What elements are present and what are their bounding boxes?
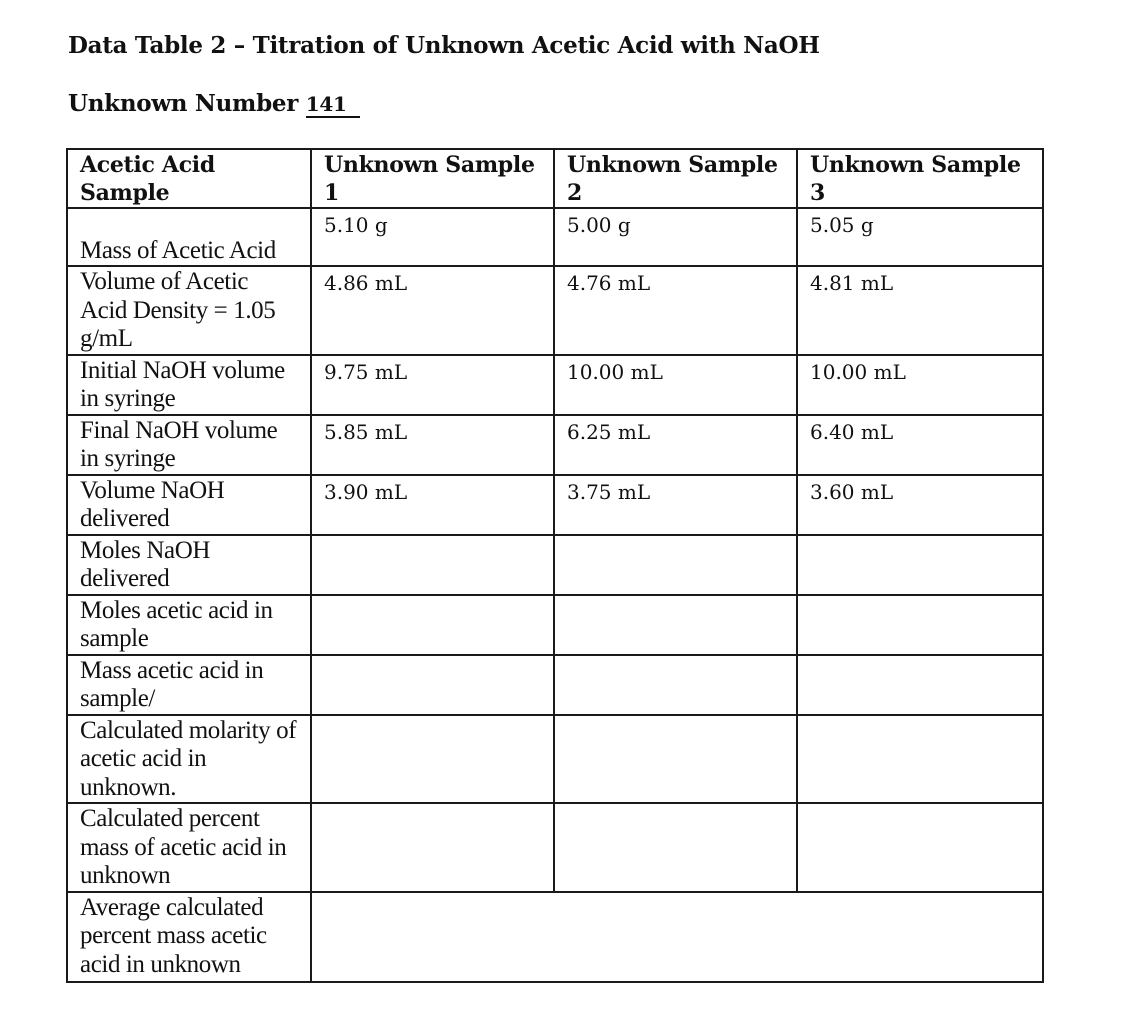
cell-value: 4.86 mL xyxy=(311,266,554,355)
cell-value xyxy=(797,535,1043,595)
table-row xyxy=(67,803,1043,892)
header-unknown-sample-3: Unknown Sample 3 xyxy=(797,149,1043,208)
unknown-number-value: 141 xyxy=(306,92,360,118)
row-label-mass-acetic-acid-sample: Mass acetic acid in sample/ xyxy=(67,655,311,715)
cell-value-average xyxy=(311,892,1043,982)
cell-value: 10.00 mL xyxy=(554,355,797,415)
cell-value xyxy=(554,715,797,804)
cell-value: 3.90 mL xyxy=(311,475,554,535)
cell-value xyxy=(311,803,554,892)
titration-data-table xyxy=(66,148,1044,983)
header-sample: Acetic Acid Sample xyxy=(67,149,311,208)
row-label-moles-naoh-delivered: Moles NaOH delivered xyxy=(67,535,311,595)
cell-value: 6.40 mL xyxy=(797,415,1043,475)
unknown-number-line xyxy=(68,90,360,118)
cell-value xyxy=(554,803,797,892)
row-label-moles-acetic-acid: Moles acetic acid in sample xyxy=(67,595,311,655)
cell-value xyxy=(797,803,1043,892)
table-row xyxy=(67,208,1043,266)
cell-value: 3.60 mL xyxy=(797,475,1043,535)
table-row xyxy=(67,595,1043,655)
cell-value xyxy=(554,535,797,595)
cell-value: 5.05 g xyxy=(797,208,1043,266)
cell-value xyxy=(311,715,554,804)
table-row xyxy=(67,715,1043,804)
table-row xyxy=(67,266,1043,355)
table-row xyxy=(67,655,1043,715)
row-label-calculated-molarity: Calculated molarity of acetic acid in unknown. xyxy=(67,715,311,804)
table-header-row xyxy=(67,149,1043,208)
header-unknown-sample-1: Unknown Sample 1 xyxy=(311,149,554,208)
table-row xyxy=(67,535,1043,595)
row-label-average-percent-mass: Average calculated percent mass acetic acid in unknown xyxy=(67,892,311,982)
cell-value xyxy=(311,655,554,715)
header-unknown-sample-2: Unknown Sample 2 xyxy=(554,149,797,208)
table-row xyxy=(67,355,1043,415)
cell-value xyxy=(797,655,1043,715)
row-label-initial-naoh: Initial NaOH volume in syringe xyxy=(67,355,311,415)
cell-value: 5.00 g xyxy=(554,208,797,266)
row-label-final-naoh: Final NaOH volume in syringe xyxy=(67,415,311,475)
cell-value: 4.76 mL xyxy=(554,266,797,355)
cell-value: 10.00 mL xyxy=(797,355,1043,415)
cell-value: 5.10 g xyxy=(311,208,554,266)
cell-value xyxy=(797,595,1043,655)
page-title: Data Table 2 – Titration of Unknown Acetic Acid with NaOH xyxy=(68,32,820,59)
row-label-mass-acetic-acid: Mass of Acetic Acid xyxy=(67,208,311,266)
row-label-calculated-percent-mass: Calculated percent mass of acetic acid in unknown xyxy=(67,803,311,892)
unknown-number-label: Unknown Number xyxy=(68,90,299,117)
row-label-volume-naoh-delivered: Volume NaOH delivered xyxy=(67,475,311,535)
cell-value: 5.85 mL xyxy=(311,415,554,475)
cell-value xyxy=(311,595,554,655)
cell-value: 6.25 mL xyxy=(554,415,797,475)
cell-value: 4.81 mL xyxy=(797,266,1043,355)
cell-value xyxy=(797,715,1043,804)
table-row-average xyxy=(67,892,1043,982)
row-label-volume-acetic-acid: Volume of Acetic Acid Density = 1.05 g/mL xyxy=(67,266,311,355)
cell-value: 9.75 mL xyxy=(311,355,554,415)
table-row xyxy=(67,415,1043,475)
cell-value: 3.75 mL xyxy=(554,475,797,535)
cell-value xyxy=(311,535,554,595)
cell-value xyxy=(554,595,797,655)
cell-value xyxy=(554,655,797,715)
table-row xyxy=(67,475,1043,535)
